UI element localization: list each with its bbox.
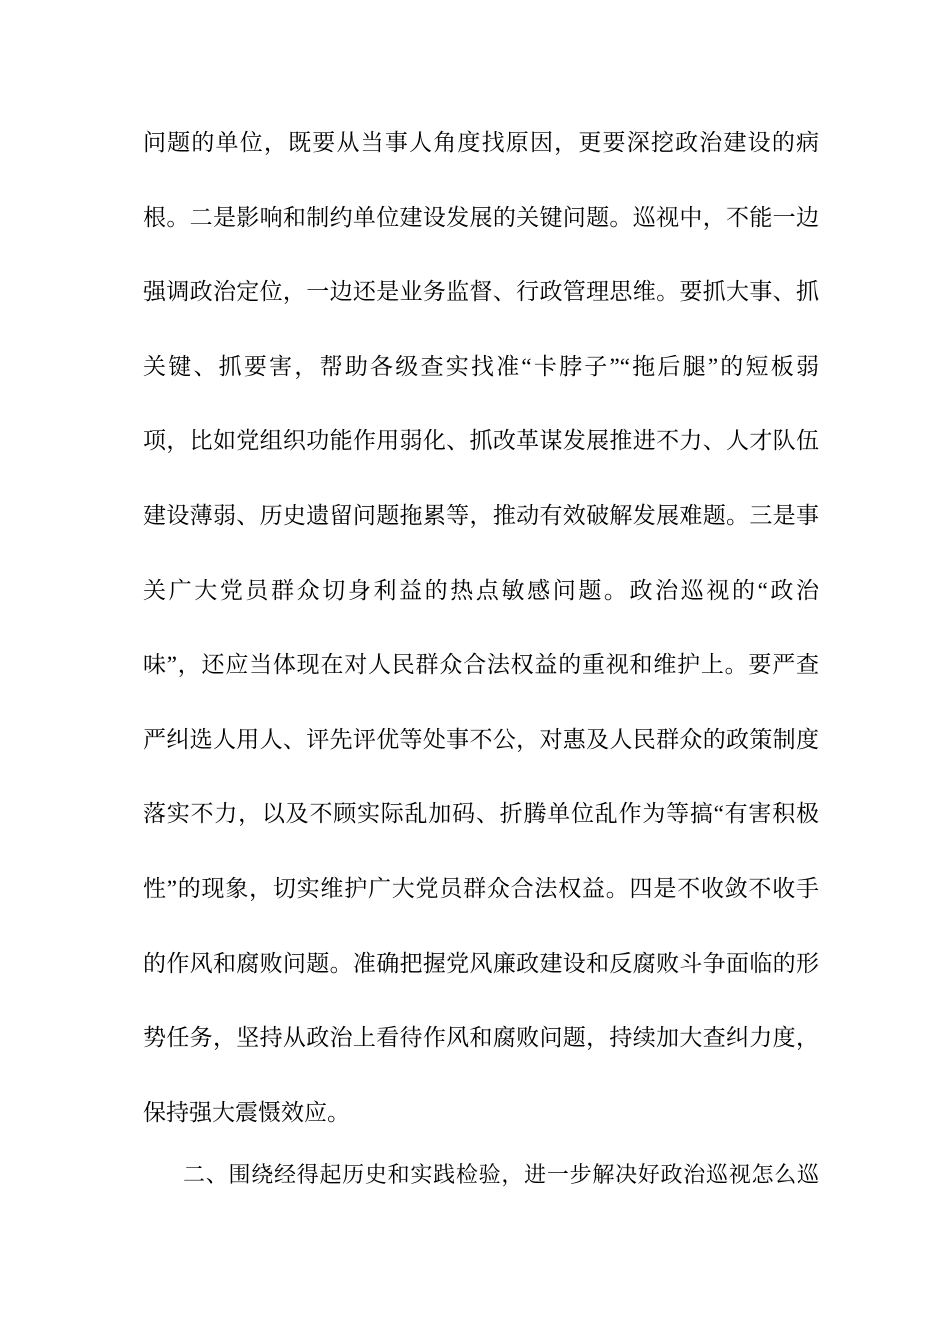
body-text-line: 落实不力，以及不顾实际乱加码、折腾单位乱作为等搞“有害积极 (143, 801, 819, 827)
body-text-line: 强调政治定位，一边还是业务监督、行政管理思维。要抓大事、抓 (143, 279, 819, 305)
body-text-line: 关键、抓要害，帮助各级查实找准“卡脖子”“拖后腿”的短板弱 (143, 353, 819, 379)
body-text-line: 根。二是影响和制约单位建设发展的关键问题。巡视中，不能一边 (143, 204, 819, 230)
body-text-line: 味”，还应当体现在对人民群众合法权益的重视和维护上。要严查 (143, 652, 819, 678)
paragraph-last-line: 保持强大震慑效应。 (143, 1099, 350, 1125)
document-text-block (143, 106, 819, 1200)
body-text-line: 严纠选人用人、评先评优等处事不公，对惠及人民群众的政策制度 (143, 726, 819, 752)
body-text-line: 势任务，坚持从政治上看待作风和腐败问题，持续加大查纠力度， (143, 1025, 819, 1051)
body-text-line: 项，比如党组织功能作用弱化、抓改革谋发展推进不力、人才队伍 (143, 428, 819, 454)
section-2-heading: 二、围绕经得起历史和实践检验，进一步解决好政治巡视怎么巡 (183, 1162, 819, 1188)
body-text-line: 的作风和腐败问题。准确把握党风廉政建设和反腐败斗争面临的形 (143, 950, 819, 976)
body-text-line: 建设薄弱、历史遗留问题拖累等，推动有效破解发展难题。三是事 (143, 502, 819, 528)
body-text-line: 问题的单位，既要从当事人角度找原因，更要深挖政治建设的病 (143, 130, 819, 155)
body-text-line: 关广大党员群众切身利益的热点敏感问题。政治巡视的“政治 (143, 577, 819, 603)
body-text-line: 性”的现象，切实维护广大党员群众合法权益。四是不收敛不收手 (143, 875, 819, 901)
